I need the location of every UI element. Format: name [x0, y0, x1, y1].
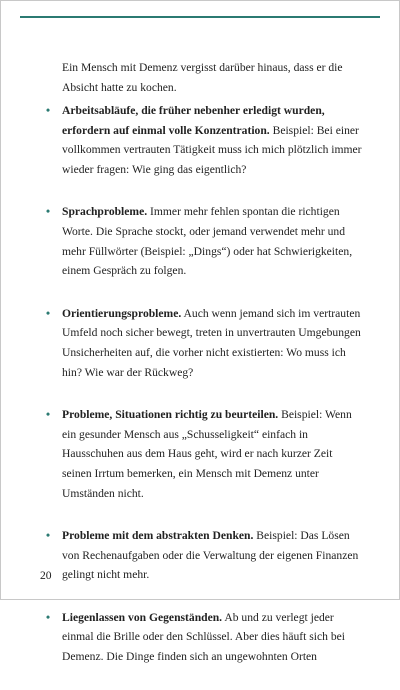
bullet-text: Beispiel: Wenn ein gesunder Mensch aus „Schusseligkeit“ einfach in Hausschuhen aus dem Haus geht, wird er nach kurzer Zeit seinen Irrtum bemerken, ein Mensch mit Demenz unter Umständen nicht. [62, 408, 352, 500]
bullet-heading: Probleme mit dem abstrakten Denken. [62, 529, 254, 543]
list-item [44, 101, 362, 179]
bullet-dot-icon: • [46, 610, 51, 624]
bullet-text: Beispiel: Bei einer vollkommen vertrauten Tätigkeit muss ich mich plötzlich immer wieder fragen: Wie ging das eigentlich? [62, 123, 362, 176]
bullet-text: Auch wenn jemand sich im vertrauten Umfeld noch sicher bewegt, treten in unvertrauten Umgebungen Unsicherheiten auf, die vorher nicht existierten: Wo muss ich hin? Wie war der Rückweg? [62, 306, 361, 379]
bullet-heading: Probleme, Situationen richtig zu beurteilen. [62, 408, 279, 422]
list-item [44, 526, 362, 585]
bullet-dot-icon: • [46, 306, 51, 320]
bullet-heading: Orientierungsprobleme. [62, 306, 182, 320]
list-item [44, 304, 362, 382]
bullet-text: Beispiel: Das Lösen von Rechenaufgaben oder die Verwaltung der eigenen Finanzen gelingt nicht mehr. [62, 529, 359, 582]
bullet-dot-icon: • [46, 529, 51, 543]
bullet-list [44, 101, 362, 690]
list-item [44, 202, 362, 280]
bullet-heading: Arbeitsabläufe, die früher nebenher erledigt wurden, erfordern auf einmal volle Konzentration. [62, 104, 325, 137]
intro-paragraph: Ein Mensch mit Demenz vergisst darüber hinaus, dass er die Absicht hatte zu kochen. [62, 61, 343, 94]
header-rule [20, 16, 380, 18]
list-item [44, 405, 362, 503]
list-item [44, 608, 362, 667]
bullet-heading: Liegenlassen von Gegenständen. [62, 610, 223, 624]
bullet-text: Ab und zu verlegt jeder einmal die Brille oder den Schlüssel. Aber dies häuft sich bei Demenz. Die Dinge finden sich an ungewohnten Orten [62, 610, 346, 664]
bullet-dot-icon: • [46, 205, 51, 219]
bullet-dot-icon: • [46, 408, 51, 422]
bullet-heading: Sprachprobleme. [62, 205, 148, 219]
bullet-text: Immer mehr fehlen spontan die richtigen Worte. Die Sprache stockt, oder jemand verwendet mehr und mehr Füllwörter (Beispiel: „Dings“) oder hat Schwierigkeiten, einem Gespräch zu folgen. [62, 205, 353, 278]
bullet-dot-icon: • [46, 104, 51, 117]
page-number: 20 [40, 569, 52, 582]
